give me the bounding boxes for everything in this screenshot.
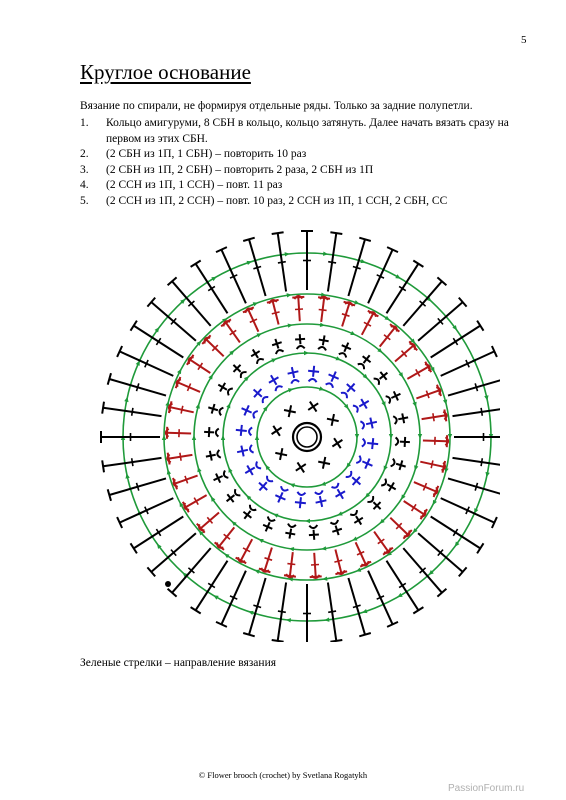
arrow-mark	[226, 402, 232, 408]
single-crochet-mark	[266, 372, 281, 387]
arrow-mark	[431, 500, 437, 506]
back-loop-mark	[249, 427, 253, 435]
arrow-mark	[177, 368, 183, 374]
stitch-cap	[413, 261, 423, 267]
back-loop-mark	[326, 382, 334, 388]
back-loop-mark	[249, 445, 253, 453]
back-loop-mark	[274, 385, 282, 391]
arrow-mark	[389, 434, 393, 439]
step-3	[80, 163, 520, 179]
arrow-mark	[351, 537, 357, 543]
step-number: 4.	[80, 179, 89, 191]
arrow-mark	[256, 331, 262, 337]
step-number: 2.	[80, 148, 89, 160]
stitch-crossbar	[137, 483, 139, 491]
arrow-mark	[381, 401, 387, 407]
step-text: Кольцо амигуруми, 8 СБН в кольцо, кольцо затянуть. Далее начать вязать сразу на первом из этих СБН.	[106, 117, 509, 145]
step-5	[80, 194, 520, 210]
back-loop-mark	[350, 510, 358, 517]
single-crochet-mark	[292, 459, 309, 476]
single-crochet-mark	[295, 334, 306, 345]
stitch-crossbar	[295, 309, 303, 310]
arrow-mark	[287, 293, 292, 298]
single-crochet-mark	[236, 444, 249, 457]
instruction-steps	[80, 116, 520, 209]
stitch-crossbar	[132, 408, 133, 416]
single-crochet-mark	[318, 335, 330, 347]
single-crochet-mark	[400, 437, 410, 447]
round-3-stitches	[204, 334, 410, 540]
arrow-mark	[323, 251, 328, 256]
stitch-cap	[191, 607, 201, 613]
single-crochet-mark	[329, 435, 346, 452]
stitch-cap	[330, 232, 342, 234]
stitch-crossbar	[181, 406, 183, 414]
arrow-mark	[324, 617, 329, 622]
start-dot	[165, 581, 171, 587]
single-crochet-mark	[389, 389, 402, 402]
single-crochet-mark	[207, 403, 219, 415]
stitch-crossbar	[272, 312, 280, 314]
single-crochet-mark	[305, 398, 322, 415]
stitch-crossbar	[278, 262, 286, 263]
step-2	[80, 147, 520, 163]
stitch-crossbar	[353, 605, 361, 607]
single-crochet-mark	[273, 490, 287, 504]
intro-text: Вязание по спирали, не формируя отдельные ряды. Только за задние полупетли.	[80, 100, 473, 112]
back-loop-mark	[315, 490, 323, 494]
stitch-crossbar	[334, 560, 342, 562]
round-3-loops	[216, 346, 399, 529]
step-text: (2 ССН из 1П, 1 ССН) – повт. 11 раз	[106, 179, 283, 191]
stitch-stem	[453, 458, 501, 466]
single-crochet-mark	[340, 341, 353, 354]
arrow-mark	[162, 435, 166, 440]
stitch-crossbar	[328, 262, 336, 263]
copyright-footer: © Flower brooch (crochet) by Svetlana Rogatykh	[198, 770, 368, 780]
stitch-crossbar	[278, 611, 286, 612]
stitch-crossbar	[481, 408, 482, 416]
arrow-mark	[192, 435, 196, 440]
back-loop-mark	[360, 421, 364, 429]
arrow-mark	[178, 501, 184, 507]
arrow-mark	[322, 576, 327, 581]
stitch-cap	[413, 607, 423, 613]
back-loop-mark	[393, 416, 397, 424]
stitch-crossbar	[132, 458, 133, 466]
single-crochet-mark	[294, 497, 306, 509]
magic-ring	[293, 423, 321, 451]
single-crochet-mark	[242, 463, 257, 478]
step-4	[80, 178, 520, 194]
step-number: 3.	[80, 163, 89, 176]
back-loop-mark	[381, 479, 387, 487]
stitch-crossbar	[431, 460, 433, 468]
back-loop-mark	[356, 456, 362, 464]
back-loop-mark	[252, 410, 258, 418]
back-loop-mark	[309, 525, 317, 528]
single-crochet-mark	[205, 450, 217, 462]
single-crochet-mark	[326, 413, 340, 427]
magic-ring-inner	[297, 427, 317, 447]
stitch-stem	[453, 408, 501, 416]
arrow-mark	[448, 434, 452, 439]
single-crochet-mark	[360, 456, 374, 470]
single-crochet-mark	[326, 369, 340, 383]
stitch-crossbar	[311, 565, 319, 566]
arrow-mark	[305, 519, 310, 523]
page-title: Круглое основание	[80, 60, 251, 84]
stitch-cap	[131, 321, 137, 331]
stitch-cap	[477, 543, 483, 553]
back-loop-mark	[226, 387, 232, 395]
stitch-crossbar	[253, 267, 261, 269]
single-crochet-mark	[239, 403, 253, 417]
arrow-mark	[227, 466, 233, 472]
round-2-loops	[249, 379, 366, 496]
stitch-cap	[102, 460, 104, 472]
arrow-mark	[285, 252, 290, 257]
single-crochet-mark	[308, 365, 320, 377]
single-crochet-mark	[397, 412, 409, 424]
back-loop-mark	[395, 437, 398, 445]
stitch-cap	[102, 402, 104, 414]
single-crochet-mark	[285, 528, 297, 540]
stitch-cap	[272, 640, 284, 642]
stitch-cap	[191, 261, 201, 267]
back-loop-mark	[291, 379, 299, 383]
arrow-mark	[271, 357, 277, 363]
arrow-mark	[350, 331, 356, 337]
arrow-mark	[304, 351, 309, 355]
stitch-crossbar	[475, 483, 477, 491]
stitch-crossbar	[433, 413, 434, 421]
single-crochet-mark	[274, 447, 288, 461]
single-crochet-mark	[395, 459, 407, 471]
back-loop-mark	[297, 492, 305, 496]
crochet-diagram	[80, 222, 500, 642]
back-loop-mark	[217, 450, 221, 458]
single-crochet-mark	[367, 438, 379, 450]
back-loop-mark	[216, 428, 219, 436]
single-crochet-mark	[356, 396, 371, 411]
step-1	[80, 116, 520, 147]
stitch-crossbar	[253, 605, 261, 607]
back-loop-mark	[267, 517, 275, 523]
stitch-cap	[131, 543, 137, 553]
single-crochet-mark	[211, 471, 224, 484]
single-crochet-mark	[235, 424, 247, 436]
stitch-crossbar	[328, 611, 336, 612]
stitch-crossbar	[137, 383, 139, 391]
arrow-mark	[221, 435, 225, 440]
arrow-mark	[382, 465, 388, 471]
stitch-cap	[477, 321, 483, 331]
round-1-stitches	[268, 398, 345, 475]
arrow-mark	[418, 434, 422, 439]
watermark: PassionForum.ru	[448, 783, 525, 794]
stitch-crossbar	[475, 383, 477, 391]
single-crochet-mark	[268, 422, 285, 439]
back-loop-mark	[288, 524, 296, 528]
page-number: 5	[521, 34, 527, 46]
back-loop-mark	[255, 461, 261, 469]
stitch-crossbar	[353, 267, 361, 269]
single-crochet-mark	[286, 366, 299, 379]
step-text: (2 СБН из 1П, 2 СБН) – повторить 2 раза, 2 СБН из 1П	[106, 163, 374, 176]
back-loop-mark	[391, 459, 396, 467]
arrow-mark	[255, 435, 259, 440]
arrow-mark	[336, 511, 342, 517]
stitch-crossbar	[319, 310, 327, 311]
stitch-stem	[448, 379, 500, 396]
back-loop-mark	[386, 395, 392, 403]
step-number: 1.	[80, 117, 89, 129]
diagram-caption: Зеленые стрелки – направление вязания	[80, 657, 277, 669]
step-text: (2 СБН из 1П, 1 СБН) – повторить 10 раз	[106, 148, 307, 160]
back-loop-mark	[353, 404, 359, 412]
back-loop-mark	[339, 352, 347, 358]
back-loop-mark	[362, 439, 366, 447]
back-loop-mark	[331, 483, 339, 489]
arrow-mark	[272, 512, 278, 518]
single-crochet-mark	[309, 529, 320, 540]
back-loop-mark	[318, 346, 326, 350]
back-loop-mark	[275, 349, 283, 354]
back-loop-mark	[297, 346, 305, 349]
stitch-crossbar	[481, 458, 482, 466]
single-crochet-mark	[331, 524, 344, 537]
back-loop-mark	[256, 357, 264, 364]
direction-ring	[257, 387, 357, 487]
step-number: 5.	[80, 194, 89, 207]
stitch-crossbar	[287, 564, 295, 565]
back-loop-mark	[309, 379, 317, 383]
single-crochet-mark	[317, 456, 331, 470]
back-loop-mark	[330, 520, 338, 525]
arrow-mark	[257, 537, 263, 543]
single-crochet-mark	[261, 520, 274, 533]
back-loop-mark	[218, 407, 223, 415]
single-crochet-mark	[271, 337, 284, 350]
stitch-stem	[448, 478, 500, 495]
step-text: (2 ССН из 1П, 2 ССН) – повт. 10 раз, 2 ССН из 1П, 1 ССН, 2 СБН, СС	[106, 194, 448, 207]
single-crochet-mark	[365, 416, 378, 429]
back-loop-mark	[222, 471, 228, 479]
single-crochet-mark	[333, 486, 348, 501]
single-crochet-mark	[314, 495, 327, 508]
single-crochet-mark	[204, 427, 214, 437]
stitch-cap	[272, 232, 284, 234]
stitch-crossbar	[180, 453, 181, 461]
single-crochet-mark	[283, 404, 297, 418]
direction-ring	[194, 324, 420, 550]
stitch-cap	[330, 640, 342, 642]
arrow-mark	[430, 367, 436, 373]
arrow-mark	[355, 434, 359, 439]
back-loop-mark	[280, 486, 288, 492]
arrow-mark	[286, 618, 291, 623]
arrow-mark	[335, 356, 341, 362]
